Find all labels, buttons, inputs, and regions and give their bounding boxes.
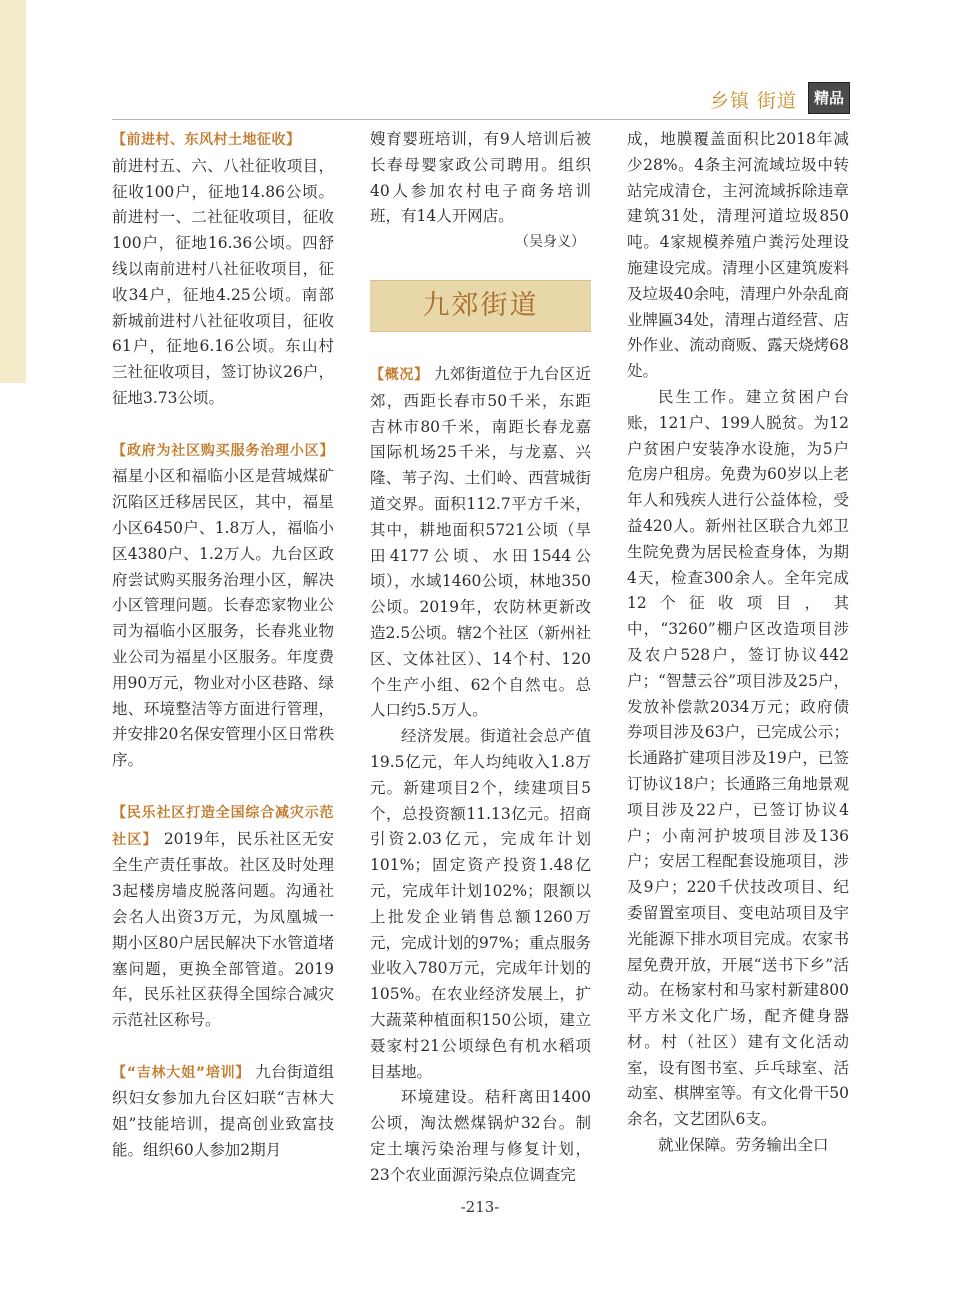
paragraph-environment: 环境建设。秸秆离田1400公顷，淘汰燃煤锅炉32台。制定土壤污染治理与修复计划，23个农业面源污染点位调查完 (370, 1088, 591, 1184)
text-disaster-reduction: 2019年，民乐社区无安全生产责任事故。社区及时处理3起楼房墙皮脱落问题。沟通社会名人出资3万元，为凤凰城一期小区80户居民解决下水管道堵塞问题，更换全部管道。2019年，民乐社区获得全国综合减灾示范社区称号。 (112, 829, 334, 1030)
heading-disaster-reduction: 【民乐社区打造全国综合减灾示范社区】 (112, 804, 334, 848)
paragraph-overview (370, 362, 591, 724)
paragraph-land-acquisition (112, 127, 334, 412)
heading-jilin-sister: 【“吉林大姐”培训】 (112, 1064, 251, 1081)
paragraph-environment-cont: 成，地膜覆盖面积比2018年减少28%。4条主河流域垃圾中转站完成清仓，主河流域拆除违章建筑31处，清理河道垃圾850吨。4家规模养殖户粪污处理设施建设完成。清理小区建筑废料及垃圾40余吨，清理户外杂乱商业牌匾34处，清理占道经营、店外作业、流动商贩、露天烧烤68处。 (627, 130, 849, 381)
header-rule (112, 119, 850, 120)
paragraph-jilin-sister (112, 1060, 334, 1164)
column-2 (370, 127, 591, 1188)
section-title-box (370, 280, 591, 332)
paragraph-livelihood: 民生工作。建立贫困户台账，121户、199人脱贫。为12户贫困户安装净水设施，为5户危房户租房。免费为60岁以上老年人和残疾人进行公益体检，受益420人。新州社区联合九郊卫生院免费为居民检查身体，为期4天，检查300余人。全年完成12个征收项目，其中，“3260”棚户区改造项目涉及农户528户，签订协议442户；“智慧云谷”项目涉及25户，发放补偿款2034万元；政府债券项目涉及63户，已完成公示；长通路扩建项目涉及19户，已签订协议18户；长通路三角地景观项目涉及22户，已签订协议4户；小南河护坡项目涉及136户；安居工程配套设施项目，涉及9户；220千伏技改项目、纪委留置室项目、变电站项目及宇光能源下排水项目完成。农家书屋免费开放，开展“送书下乡”活动。在杨家村和马家村新建800平方米文化广场，配齐健身器材。村（社区）建有文化活动室，设有图书室、乒乓球室、活动室、棋牌室等。有文化骨干50余名，文艺团队6支。 (627, 387, 849, 1129)
text-jilin-sister: 九台街道组织妇女参加九台区妇联“吉林大姐”技能培训，提高创业致富技能。组织60人参加2期月 (112, 1062, 334, 1160)
heading-community-service: 【政府为社区购买服务治理小区】 (112, 442, 334, 459)
paragraph-disaster-reduction (112, 800, 334, 1034)
section-title: 九郊街道 (422, 289, 539, 321)
section-label: 乡镇 街道 (710, 90, 798, 112)
paragraph-community-service (112, 438, 334, 774)
text-community-service: 福星小区和福临小区是营城煤矿沉陷区迁移居民区，其中，福星小区6450户、1.8万人，福临小区4380户、1.2万人。九台区政府尝试购买服务治理小区，解决小区管理问题。长春恋家物业公司为福临小区服务，长春兆业物业公司为福星小区服务。年度费用90万元，物业对小区巷路、绿地、环境整洁等方面进行管理，并安排20名保安管理小区日常秩序。 (112, 467, 334, 770)
paragraph-economy: 经济发展。街道社会总产值19.5亿元，年人均纯收入1.8万元。新建项目2个，续建项目5个，总投资额11.13亿元。招商引资2.03亿元，完成年计划101%；固定资产投资1.48亿元，完成年计划102%；限额以上批发企业销售总额1260万元，完成计划的97%；重点服务业收入780万元，完成年计划的105%。在农业经济发展上，扩大蔬菜种植面积150公顷，建立聂家村21公顷绿色有机水稻项目基地。 (370, 727, 591, 1081)
paragraph-employment: 就业保障。劳务输出全口 (658, 1136, 829, 1155)
running-header (700, 82, 852, 114)
text-land-acquisition: 前进村五、六、八社征收项目，征收100户，征地14.86公顷。前进村一、二社征收项目，征收100户，征地16.36公顷。四舒线以南前进村八社征收项目，征收34户，征地4.25公顷。南部新城前进村八社征收项目，征收61户，征地6.16公顷。东山村三社征收项目，签订协议26户，征地3.73公顷。 (112, 156, 334, 407)
logo-badge: 精品 (808, 82, 850, 114)
column-1 (112, 127, 334, 1164)
heading-land-acquisition: 【前进村、东风村土地征收】 (112, 132, 301, 148)
page-edge-tab (0, 0, 26, 383)
page-number: -213- (460, 1198, 500, 1216)
paragraph-training-cont: 嫂育婴班培训，有9人培训后被长春母婴家政公司聘用。组织40人参加农村电子商务培训班，有14人开网店。 (370, 130, 591, 226)
heading-overview: 【概况】 (370, 366, 429, 383)
column-3 (627, 127, 849, 1159)
author-credit: （吴身义） (515, 234, 585, 251)
text-overview: 九郊街道位于九台区近郊，西距长春市50千米，东距吉林市80千米，南距长春龙嘉国际机场25千米，与龙嘉、兴隆、苇子沟、土们岭、西营城街道交界。面积112.7平方千米，其中，耕地面积5721公顷（旱田4177公顷、水田1544公顷），水域1460公顷，林地350公顷。2019年，农防林更新改造2.5公顷。辖2个社区（新州社区、文体社区）、14个村、120个生产小组、62个自然屯。总人口约5.5万人。 (370, 364, 591, 720)
